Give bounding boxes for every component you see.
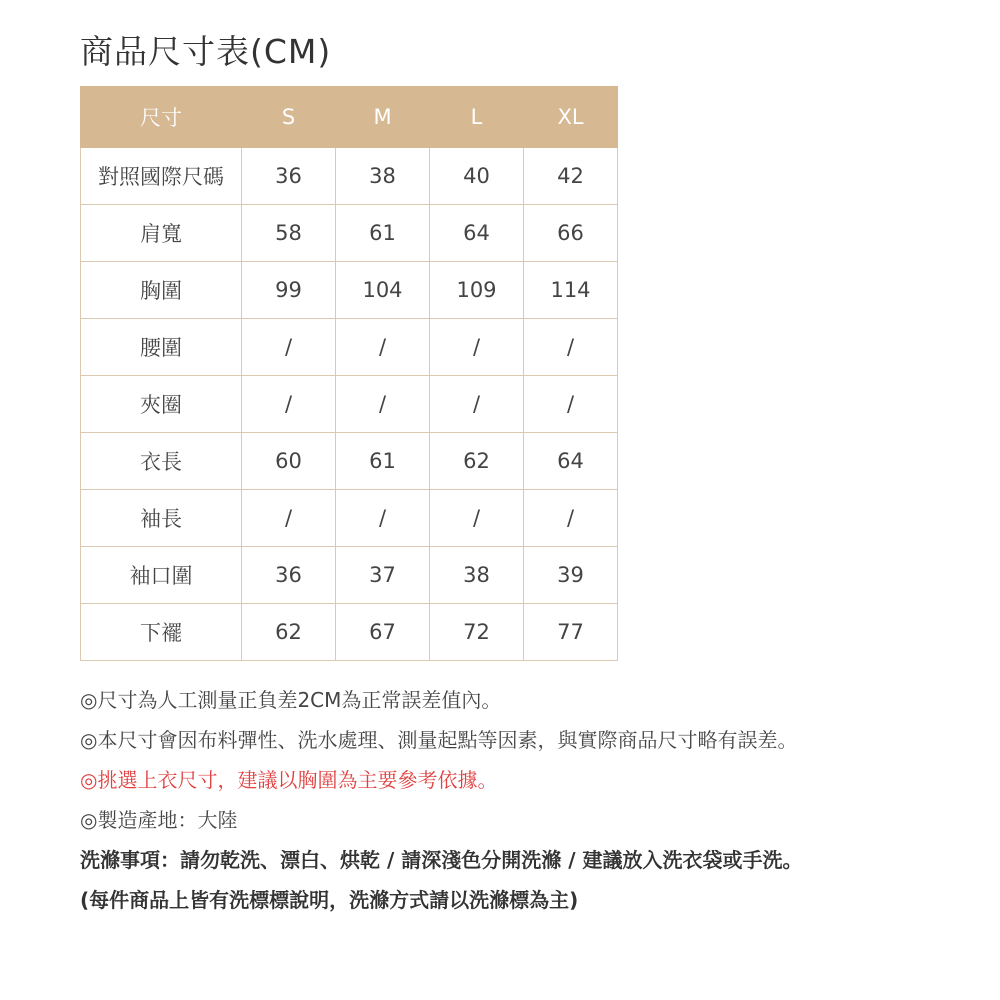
table-row	[81, 490, 618, 547]
table-cell: 60	[242, 433, 336, 490]
table-cell: 38	[336, 148, 430, 205]
table-cell: 58	[242, 205, 336, 262]
table-cell: 36	[242, 547, 336, 604]
table-cell: /	[242, 490, 336, 547]
table-cell: /	[242, 376, 336, 433]
table-cell: 39	[524, 547, 618, 604]
table-cell: /	[430, 490, 524, 547]
table-cell: 61	[336, 205, 430, 262]
table-cell: 72	[430, 604, 524, 661]
notes-section	[80, 680, 980, 920]
table-cell: /	[524, 490, 618, 547]
row-label: 對照國際尺碼	[81, 148, 242, 205]
table-row	[81, 376, 618, 433]
care-label-note: (每件商品上皆有洗標標說明，洗滌方式請以洗滌標為主)	[80, 888, 579, 912]
row-label: 下襬	[81, 604, 242, 661]
table-cell: 36	[242, 148, 336, 205]
table-row	[81, 205, 618, 262]
row-label: 夾圈	[81, 376, 242, 433]
table-cell: 37	[336, 547, 430, 604]
table-cell: 62	[242, 604, 336, 661]
table-cell: /	[336, 376, 430, 433]
table-cell: 40	[430, 148, 524, 205]
table-cell: 77	[524, 604, 618, 661]
table-row	[81, 262, 618, 319]
table-cell: 109	[430, 262, 524, 319]
table-cell: 62	[430, 433, 524, 490]
table-cell: /	[336, 319, 430, 376]
header-size-label: 尺寸	[81, 87, 242, 148]
table-cell: 42	[524, 148, 618, 205]
table-cell: 66	[524, 205, 618, 262]
table-cell: 99	[242, 262, 336, 319]
table-cell: /	[242, 319, 336, 376]
table-cell: /	[430, 376, 524, 433]
row-label: 腰圍	[81, 319, 242, 376]
table-cell: /	[336, 490, 430, 547]
row-label: 袖口圍	[81, 547, 242, 604]
table-cell: 38	[430, 547, 524, 604]
row-label: 肩寬	[81, 205, 242, 262]
table-cell: 61	[336, 433, 430, 490]
table-cell: /	[524, 319, 618, 376]
table-header-row	[81, 87, 618, 148]
row-label: 衣長	[81, 433, 242, 490]
table-cell: /	[524, 376, 618, 433]
note-origin: ◎製造產地：大陸	[80, 808, 238, 832]
size-table	[80, 86, 618, 661]
table-row	[81, 319, 618, 376]
table-cell: /	[430, 319, 524, 376]
table-cell: 104	[336, 262, 430, 319]
table-row	[81, 148, 618, 205]
table-cell: 114	[524, 262, 618, 319]
header-size-m: M	[336, 87, 430, 148]
table-cell: 67	[336, 604, 430, 661]
header-size-l: L	[430, 87, 524, 148]
note-size-selection-tip: ◎挑選上衣尺寸，建議以胸圍為主要參考依據。	[80, 768, 498, 792]
table-row	[81, 433, 618, 490]
row-label: 袖長	[81, 490, 242, 547]
header-size-s: S	[242, 87, 336, 148]
header-size-xl: XL	[524, 87, 618, 148]
note-measurement-tolerance: ◎尺寸為人工測量正負差2CM為正常誤差值內。	[80, 688, 502, 712]
note-size-variance: ◎本尺寸會因布料彈性、洗水處理、測量起點等因素，與實際商品尺寸略有誤差。	[80, 728, 798, 752]
row-label: 胸圍	[81, 262, 242, 319]
table-row	[81, 604, 618, 661]
table-cell: 64	[430, 205, 524, 262]
page-title: 商品尺寸表(CM)	[80, 32, 332, 71]
table-row	[81, 547, 618, 604]
table-cell: 64	[524, 433, 618, 490]
care-instructions: 洗滌事項：請勿乾洗、漂白、烘乾 / 請深淺色分開洗滌 / 建議放入洗衣袋或手洗。	[80, 848, 803, 872]
